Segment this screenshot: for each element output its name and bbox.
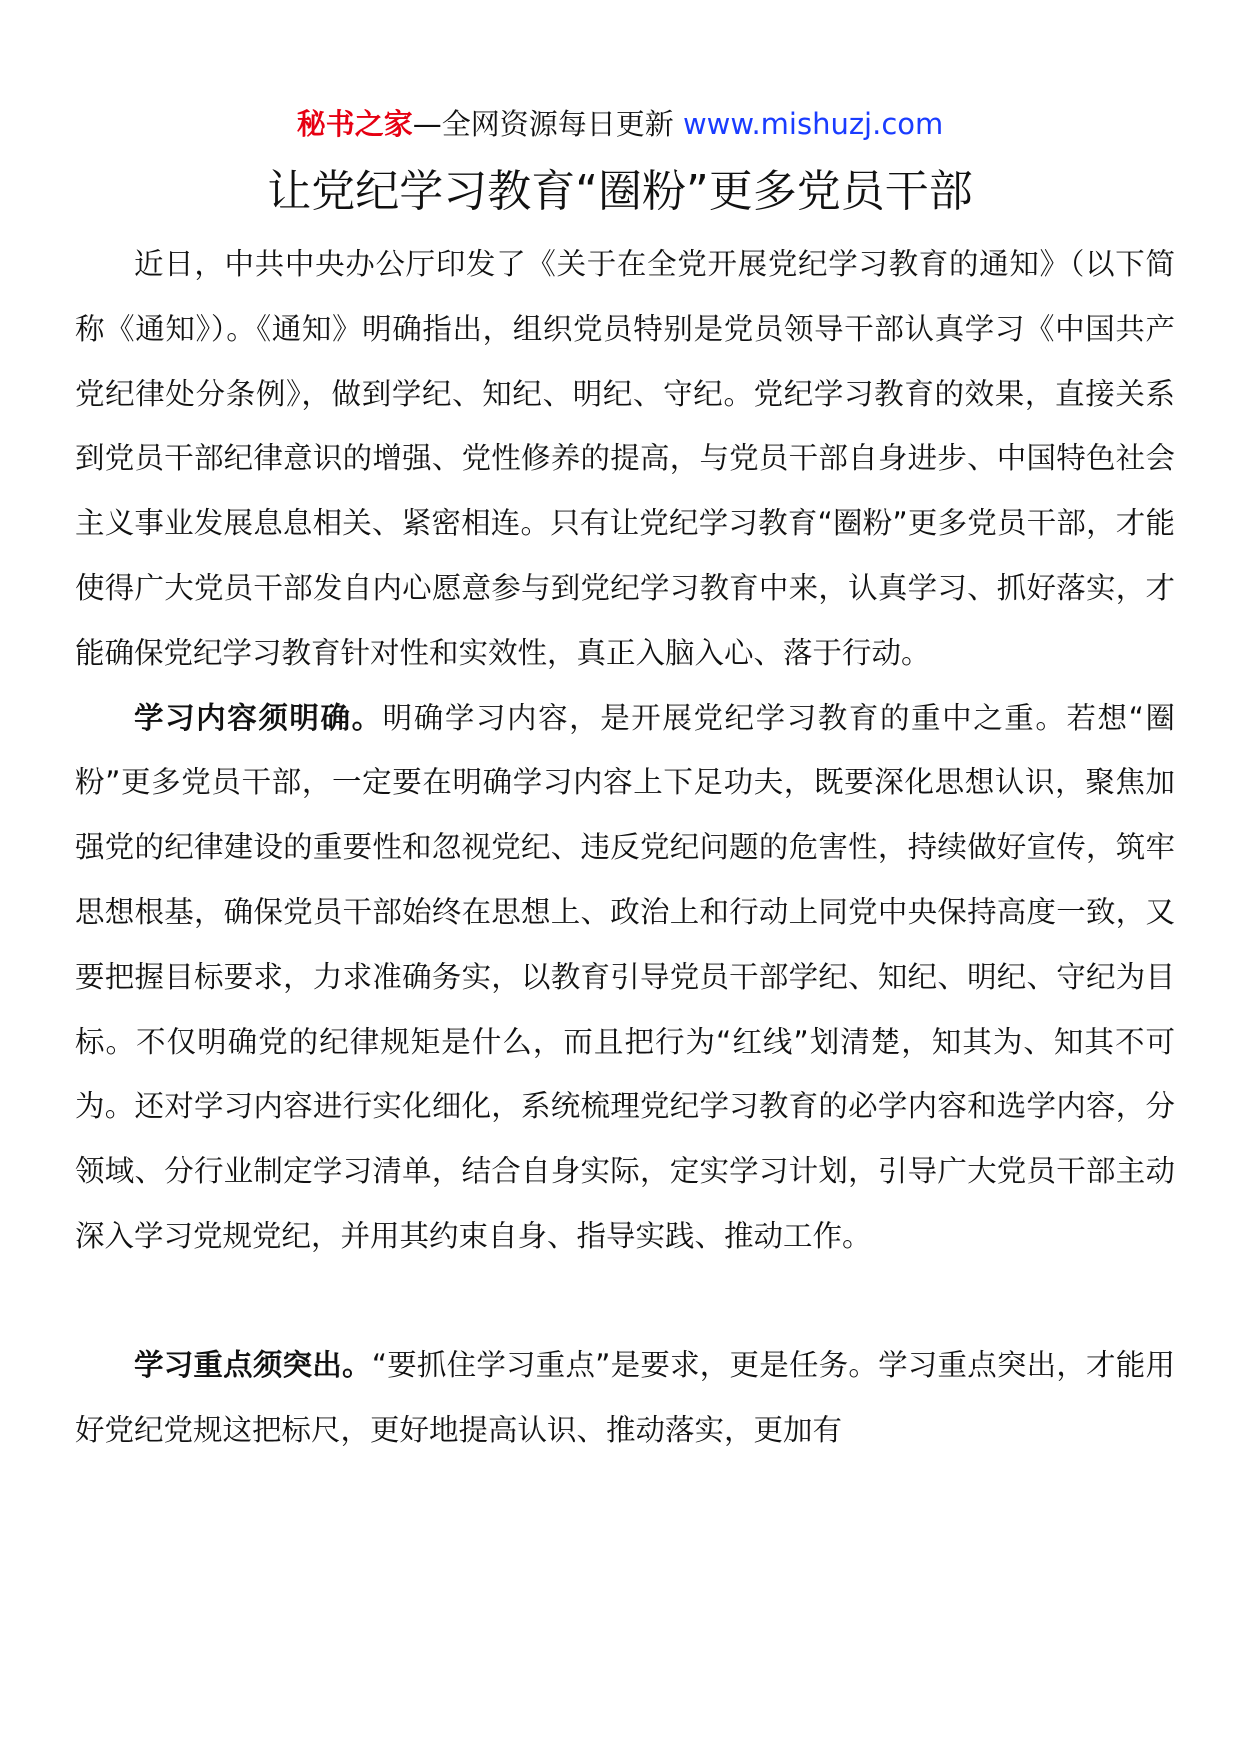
paragraph-intro: [75, 232, 1175, 686]
paragraph-learning-content: [75, 686, 1175, 1269]
article-title: 让党纪学习教育“圈粉”更多党员干部: [267, 166, 973, 217]
paragraph-lead: 学习重点须突出。: [134, 1347, 372, 1382]
paragraph-lead: 学习内容须明确。: [134, 700, 383, 735]
header-tagline: —全网资源每日更新: [412, 107, 683, 141]
site-url-link[interactable]: www.mishuzj.com: [682, 107, 944, 141]
paragraph-text: “要抓住学习重点”是要求，更是任务。学习重点突出，才能用好党纪党规这把标尺，更好地提高认识、推动落实，更加有: [75, 1347, 1175, 1447]
article-body: [75, 232, 1175, 1462]
brand-name: 秘书之家: [296, 107, 413, 141]
site-header: [0, 104, 1240, 144]
paragraph-text: 近日，中共中央办公厅印发了《关于在全党开展党纪学习教育的通知》（以下简称《通知》）。《通知》明确指出，组织党员特别是党员领导干部认真学习《中国共产党纪律处分条例》，做到学纪、知纪、明纪、守纪。党纪学习教育的效果，直接关系到党员干部纪律意识的增强、党性修养的提高，与党员干部自身进步、中国特色社会主义事业发展息息相关、紧密相连。只有让党纪学习教育“圈粉”更多党员干部，才能使得广大党员干部发自内心愿意参与到党纪学习教育中来，认真学习、抓好落实，才能确保党纪学习教育针对性和实效性，真正入脑入心、落于行动。: [75, 247, 1175, 670]
paragraph-text: 明确学习内容，是开展党纪学习教育的重中之重。若想“圈粉”更多党员干部，一定要在明确学习内容上下足功夫，既要深化思想认识，聚焦加强党的纪律建设的重要性和忽视党纪、违反党纪问题的危害性，持续做好宣传，筑牢思想根基，确保党员干部始终在思想上、政治上和行动上同党中央保持高度一致，又要把握目标要求，力求准确务实，以教育引导党员干部学纪、知纪、明纪、守纪为目标。不仅明确党的纪律规矩是什么，而且把行为“红线”划清楚，知其为、知其不可为。还对学习内容进行实化细化，系统梳理党纪学习教育的必学内容和选学内容，分领域、分行业制定学习清单，结合自身实际，定实学习计划，引导广大党员干部主动深入学习党规党纪，并用其约束自身、指导实践、推动工作。: [75, 700, 1175, 1253]
paragraph-learning-focus: [75, 1333, 1175, 1463]
